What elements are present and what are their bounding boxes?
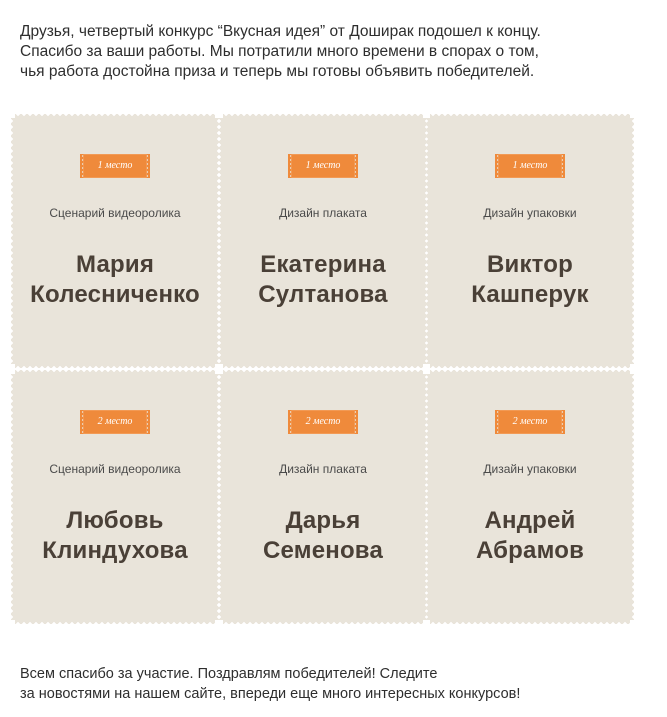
winner-first-name: Екатерина: [260, 251, 386, 278]
place-ribbon: 1 место: [83, 154, 147, 178]
winner-name: [430, 506, 630, 566]
winner-card: [15, 374, 215, 620]
place-ribbon: 2 место: [83, 410, 147, 434]
category-label: Дизайн упаковки: [483, 206, 577, 220]
intro-line-1: Друзья, четвертый конкурс “Вкусная идея” от Доширак подошел к концу.: [20, 23, 541, 40]
winner-card: [430, 374, 630, 620]
winner-name: [430, 250, 630, 310]
winner-card: [430, 118, 630, 364]
winner-card: [223, 118, 423, 364]
category-label: Сценарий видеоролика: [49, 206, 181, 220]
winner-last-name: Колесниченко: [30, 281, 200, 308]
intro-line-2: Спасибо за ваши работы. Мы потратили много времени в спорах о том,: [20, 43, 539, 60]
winner-last-name: Семенова: [262, 537, 383, 564]
winner-name: [223, 506, 423, 566]
place-ribbon: 1 место: [291, 154, 355, 178]
place-ribbon: 1 место: [498, 154, 562, 178]
category-label: Сценарий видеоролика: [49, 462, 181, 476]
winner-first-name: Андрей: [484, 507, 576, 534]
winner-last-name: Клиндухова: [42, 537, 188, 564]
outro-text: [20, 664, 660, 704]
category-label: Дизайн плаката: [279, 462, 367, 476]
category-label: Дизайн упаковки: [483, 462, 577, 476]
winner-first-name: Мария: [75, 251, 155, 278]
winner-name: [223, 250, 423, 310]
place-ribbon: 2 место: [498, 410, 562, 434]
winner-last-name: Абрамов: [475, 537, 585, 564]
winner-first-name: Любовь: [66, 507, 164, 534]
outro-line-1: Всем спасибо за участие. Поздравлям победителей! Следите: [20, 666, 438, 682]
winner-name: [15, 506, 215, 566]
winner-name: [15, 250, 215, 310]
winner-first-name: Виктор: [486, 251, 574, 278]
place-ribbon: 2 место: [291, 410, 355, 434]
winner-card: [15, 118, 215, 364]
winner-card: [223, 374, 423, 620]
winner-first-name: Дарья: [285, 507, 361, 534]
intro-line-3: чья работа достойна приза и теперь мы готовы объявить победителей.: [20, 63, 535, 80]
winner-last-name: Кашперук: [471, 281, 589, 308]
outro-line-2: за новостями на нашем сайте, впереди еще много интересных конкурсов!: [20, 686, 521, 702]
winner-last-name: Султанова: [258, 281, 388, 308]
category-label: Дизайн плаката: [279, 206, 367, 220]
